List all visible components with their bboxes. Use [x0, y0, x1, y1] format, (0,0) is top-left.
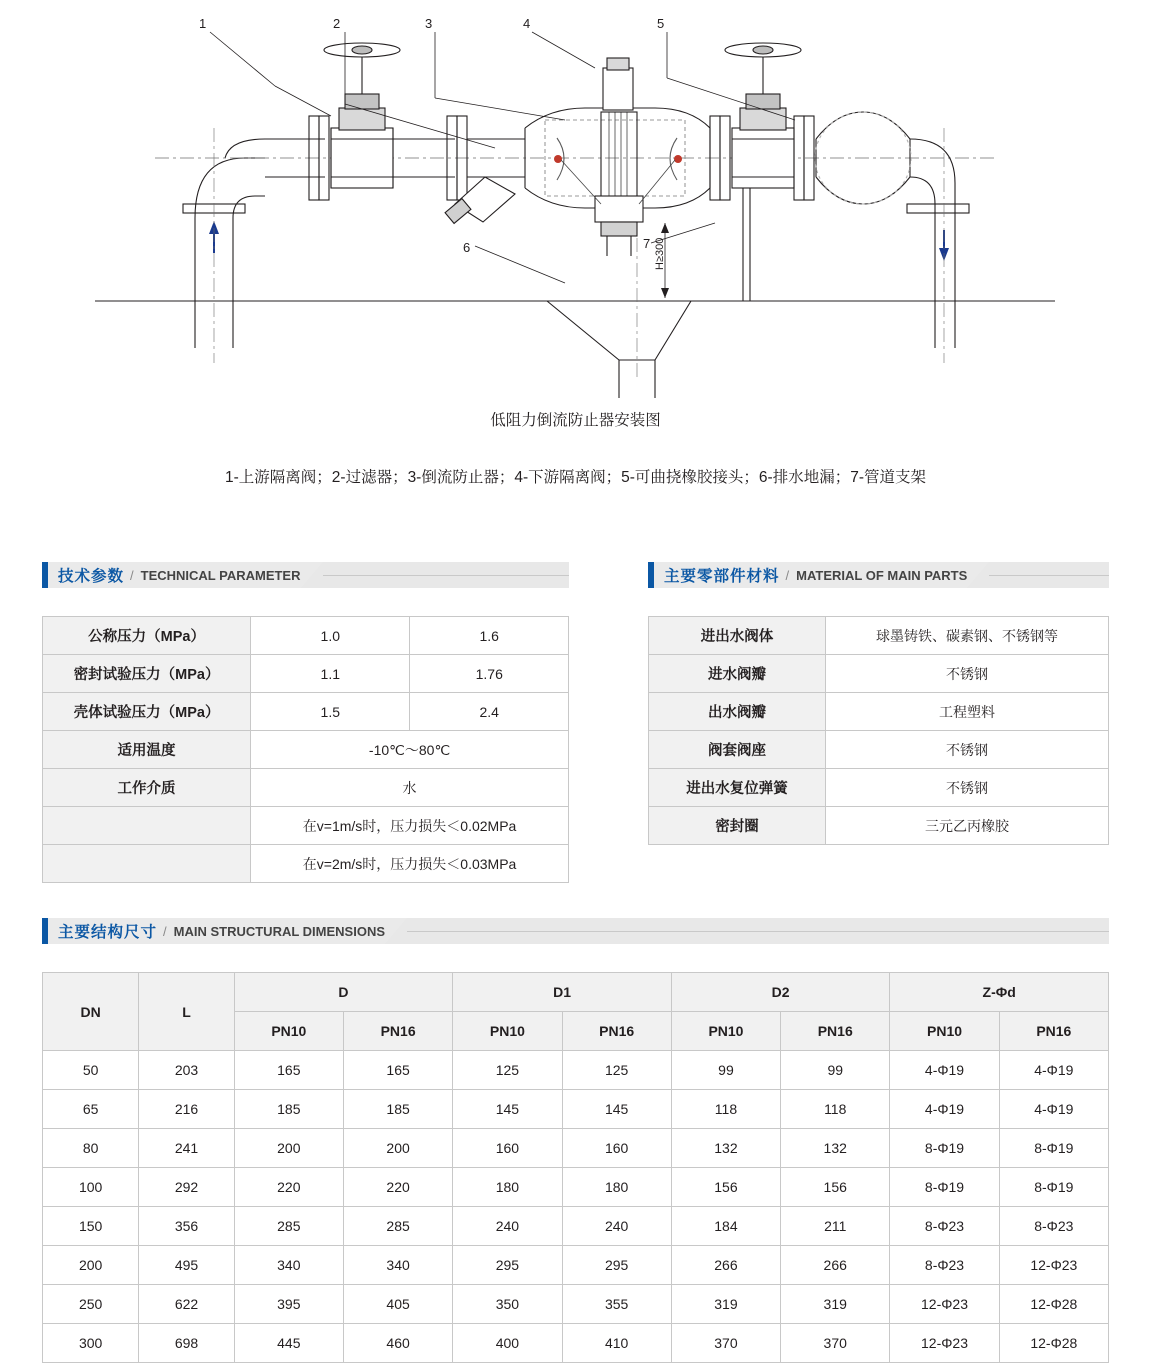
- sub-header-d1-pn16: PN16: [562, 1012, 671, 1051]
- section-title-en: MATERIAL OF MAIN PARTS: [796, 567, 968, 583]
- cell-l: 698: [139, 1324, 234, 1363]
- section-header-tail: [301, 562, 323, 588]
- cell-zd-pn16: 12-Φ28: [999, 1324, 1108, 1363]
- cell-d2-pn16: 211: [781, 1207, 890, 1246]
- table-header-row: [43, 973, 1109, 1012]
- table-row: [43, 1324, 1109, 1363]
- table-row: [649, 807, 1109, 845]
- row-value-span: 水: [251, 769, 569, 807]
- part-name: 出水阀瓣: [649, 693, 826, 731]
- cell-d2-pn10: 118: [671, 1090, 780, 1129]
- table-row: [43, 731, 569, 769]
- cell-d2-pn16: 99: [781, 1051, 890, 1090]
- row-value-span: -10℃～80℃: [251, 731, 569, 769]
- row-label: 工作介质: [43, 769, 251, 807]
- table-row: [649, 655, 1109, 693]
- cell-d-pn10: 395: [234, 1285, 343, 1324]
- cell-zd-pn10: 12-Φ23: [890, 1324, 999, 1363]
- section-title-en: MAIN STRUCTURAL DIMENSIONS: [173, 923, 386, 939]
- section-title-cn: 主要零部件材料: [664, 568, 780, 585]
- col-header-zd: Z-Φd: [890, 973, 1109, 1012]
- cell-d1-pn10: 400: [453, 1324, 562, 1363]
- cell-d2-pn10: 370: [671, 1324, 780, 1363]
- cell-d-pn16: 460: [343, 1324, 452, 1363]
- callout-2: 2: [333, 16, 341, 31]
- table-row: [649, 731, 1109, 769]
- row-value-pn10: 1.1: [251, 655, 410, 693]
- col-header-dn: DN: [43, 973, 139, 1051]
- col-header-d: D: [234, 973, 453, 1012]
- cell-d-pn10: 285: [234, 1207, 343, 1246]
- cell-d-pn16: 185: [343, 1090, 452, 1129]
- row-value-pn10: 1.0: [251, 617, 410, 655]
- cell-d2-pn10: 99: [671, 1051, 780, 1090]
- row-value-span: 在v=1m/s时，压力损失＜0.02MPa: [251, 807, 569, 845]
- cell-zd-pn16: 8-Φ19: [999, 1168, 1108, 1207]
- col-header-d1: D1: [453, 973, 672, 1012]
- table-row: [649, 693, 1109, 731]
- part-name: 进出水阀体: [649, 617, 826, 655]
- cell-d1-pn10: 180: [453, 1168, 562, 1207]
- table-row: [43, 1051, 1109, 1090]
- cell-d1-pn10: 125: [453, 1051, 562, 1090]
- cell-d2-pn10: 156: [671, 1168, 780, 1207]
- sub-header-d2-pn10: PN10: [671, 1012, 780, 1051]
- table-row: [43, 617, 569, 655]
- sub-header-d-pn16: PN16: [343, 1012, 452, 1051]
- cell-d2-pn16: 118: [781, 1090, 890, 1129]
- table-row: [43, 1168, 1109, 1207]
- section-title-slash: /: [130, 567, 134, 583]
- section-header-rule: [407, 931, 1109, 932]
- cell-d2-pn10: 266: [671, 1246, 780, 1285]
- installation-diagram: [95, 8, 1055, 398]
- figure-legend: 1-上游隔离阀；2-过滤器；3-倒流防止器；4-下游隔离阀；5-可曲挠橡胶接头；6-排水地漏；7-管道支架: [225, 469, 926, 486]
- cell-dn: 200: [43, 1246, 139, 1285]
- callout-7: 7: [643, 236, 651, 251]
- sub-header-zd-pn16: PN16: [999, 1012, 1108, 1051]
- section-header-tail: [385, 918, 407, 944]
- part-material: 不锈钢: [826, 769, 1109, 807]
- row-label: 公称压力（MPa）: [43, 617, 251, 655]
- cell-d2-pn16: 370: [781, 1324, 890, 1363]
- cell-d1-pn16: 160: [562, 1129, 671, 1168]
- cell-dn: 300: [43, 1324, 139, 1363]
- cell-l: 292: [139, 1168, 234, 1207]
- cell-d1-pn16: 355: [562, 1285, 671, 1324]
- cell-d2-pn16: 132: [781, 1129, 890, 1168]
- cell-d-pn10: 165: [234, 1051, 343, 1090]
- callout-1: 1: [199, 16, 207, 31]
- row-label-empty: [43, 845, 251, 883]
- cell-d-pn16: 285: [343, 1207, 452, 1246]
- cell-d2-pn16: 266: [781, 1246, 890, 1285]
- sub-header-d1-pn10: PN10: [453, 1012, 562, 1051]
- col-header-l: L: [139, 973, 234, 1051]
- cell-d-pn16: 200: [343, 1129, 452, 1168]
- cell-d2-pn16: 319: [781, 1285, 890, 1324]
- sub-header-d-pn10: PN10: [234, 1012, 343, 1051]
- table-row: [43, 769, 569, 807]
- cell-d-pn10: 220: [234, 1168, 343, 1207]
- dimension-label: H≥300: [654, 237, 666, 270]
- sub-header-d2-pn16: PN16: [781, 1012, 890, 1051]
- part-name: 阀套阀座: [649, 731, 826, 769]
- cell-zd-pn16: 8-Φ23: [999, 1207, 1108, 1246]
- cell-d1-pn16: 180: [562, 1168, 671, 1207]
- cell-d1-pn16: 125: [562, 1051, 671, 1090]
- part-material: 不锈钢: [826, 731, 1109, 769]
- callout-5: 5: [657, 16, 665, 31]
- table-row: [43, 1129, 1109, 1168]
- cell-zd-pn10: 8-Φ23: [890, 1246, 999, 1285]
- cell-dn: 250: [43, 1285, 139, 1324]
- sub-header-zd-pn10: PN10: [890, 1012, 999, 1051]
- cell-dn: 50: [43, 1051, 139, 1090]
- table-row: [43, 1246, 1109, 1285]
- cell-d-pn10: 200: [234, 1129, 343, 1168]
- table-row: [43, 1207, 1109, 1246]
- section-header-body: [48, 562, 301, 588]
- cell-zd-pn16: 12-Φ28: [999, 1285, 1108, 1324]
- cell-dn: 65: [43, 1090, 139, 1129]
- row-label: 壳体试验压力（MPa）: [43, 693, 251, 731]
- cell-dn: 100: [43, 1168, 139, 1207]
- row-value-pn10: 1.5: [251, 693, 410, 731]
- cell-d1-pn16: 145: [562, 1090, 671, 1129]
- dimensions-table: [42, 972, 1109, 1363]
- part-material: 工程塑料: [826, 693, 1109, 731]
- cell-zd-pn10: 12-Φ23: [890, 1285, 999, 1324]
- cell-d2-pn16: 156: [781, 1168, 890, 1207]
- table-row: [43, 845, 569, 883]
- section-header-rule: [323, 575, 570, 576]
- row-value-pn16: 2.4: [410, 693, 569, 731]
- row-value-span: 在v=2m/s时，压力损失＜0.03MPa: [251, 845, 569, 883]
- cell-l: 241: [139, 1129, 234, 1168]
- row-label-empty: [43, 807, 251, 845]
- part-name: 密封圈: [649, 807, 826, 845]
- section-title-slash: /: [785, 567, 790, 583]
- section-header-main-structural-dimensions: [42, 918, 1109, 944]
- material-table: [648, 616, 1109, 845]
- cell-zd-pn10: 8-Φ19: [890, 1129, 999, 1168]
- row-value-pn16: 1.6: [410, 617, 569, 655]
- table-row: [43, 1090, 1109, 1129]
- cell-zd-pn10: 8-Φ19: [890, 1168, 999, 1207]
- section-header-rule: [989, 575, 1109, 576]
- part-material: 三元乙丙橡胶: [826, 807, 1109, 845]
- cell-d1-pn16: 240: [562, 1207, 671, 1246]
- cell-l: 216: [139, 1090, 234, 1129]
- cell-zd-pn10: 4-Φ19: [890, 1051, 999, 1090]
- callout-3: 3: [425, 16, 433, 31]
- callout-4: 4: [523, 16, 531, 31]
- cell-d-pn16: 165: [343, 1051, 452, 1090]
- cell-d1-pn10: 160: [453, 1129, 562, 1168]
- cell-l: 622: [139, 1285, 234, 1324]
- row-label: 适用温度: [43, 731, 251, 769]
- table-row: [43, 807, 569, 845]
- section-header-material-of-main-parts: [648, 562, 1109, 588]
- figure-caption: 低阻力倒流防止器安装图: [490, 412, 661, 429]
- table-row: [649, 769, 1109, 807]
- part-material: 球墨铸铁、碳素钢、不锈钢等: [826, 617, 1109, 655]
- cell-l: 203: [139, 1051, 234, 1090]
- section-title-cn: 技术参数: [58, 568, 125, 585]
- row-label: 密封试验压力（MPa）: [43, 655, 251, 693]
- cell-l: 356: [139, 1207, 234, 1246]
- cell-d-pn10: 445: [234, 1324, 343, 1363]
- cell-zd-pn16: 8-Φ19: [999, 1129, 1108, 1168]
- cell-d-pn16: 405: [343, 1285, 452, 1324]
- section-header-tail: [967, 562, 989, 588]
- cell-d1-pn10: 145: [453, 1090, 562, 1129]
- cell-d2-pn10: 132: [671, 1129, 780, 1168]
- table-row: [43, 655, 569, 693]
- cell-d2-pn10: 319: [671, 1285, 780, 1324]
- cell-d2-pn10: 184: [671, 1207, 780, 1246]
- part-name: 进出水复位弹簧: [649, 769, 826, 807]
- part-material: 不锈钢: [826, 655, 1109, 693]
- cell-zd-pn16: 4-Φ19: [999, 1090, 1108, 1129]
- section-title-en: TECHNICAL PARAMETER: [140, 567, 301, 583]
- table-row: [649, 617, 1109, 655]
- cell-d1-pn16: 410: [562, 1324, 671, 1363]
- cell-d1-pn10: 240: [453, 1207, 562, 1246]
- section-title-cn: 主要结构尺寸: [58, 924, 158, 941]
- technical-parameter-table: [42, 616, 569, 883]
- table-row: [43, 693, 569, 731]
- cell-d-pn10: 185: [234, 1090, 343, 1129]
- section-header-technical-parameter: [42, 562, 569, 588]
- section-header-body: [48, 918, 385, 944]
- cell-dn: 80: [43, 1129, 139, 1168]
- cell-d-pn16: 340: [343, 1246, 452, 1285]
- cell-d1-pn16: 295: [562, 1246, 671, 1285]
- cell-zd-pn10: 8-Φ23: [890, 1207, 999, 1246]
- cell-d1-pn10: 350: [453, 1285, 562, 1324]
- cell-zd-pn16: 12-Φ23: [999, 1246, 1108, 1285]
- cell-zd-pn16: 4-Φ19: [999, 1051, 1108, 1090]
- cell-d1-pn10: 295: [453, 1246, 562, 1285]
- cell-dn: 150: [43, 1207, 139, 1246]
- part-name: 进水阀瓣: [649, 655, 826, 693]
- cell-d-pn10: 340: [234, 1246, 343, 1285]
- cell-l: 495: [139, 1246, 234, 1285]
- section-title-slash: /: [163, 923, 167, 939]
- table-row: [43, 1285, 1109, 1324]
- section-header-body: [654, 562, 967, 588]
- cell-d-pn16: 220: [343, 1168, 452, 1207]
- col-header-d2: D2: [671, 973, 890, 1012]
- row-value-pn16: 1.76: [410, 655, 569, 693]
- cell-zd-pn10: 4-Φ19: [890, 1090, 999, 1129]
- callout-6: 6: [463, 240, 471, 255]
